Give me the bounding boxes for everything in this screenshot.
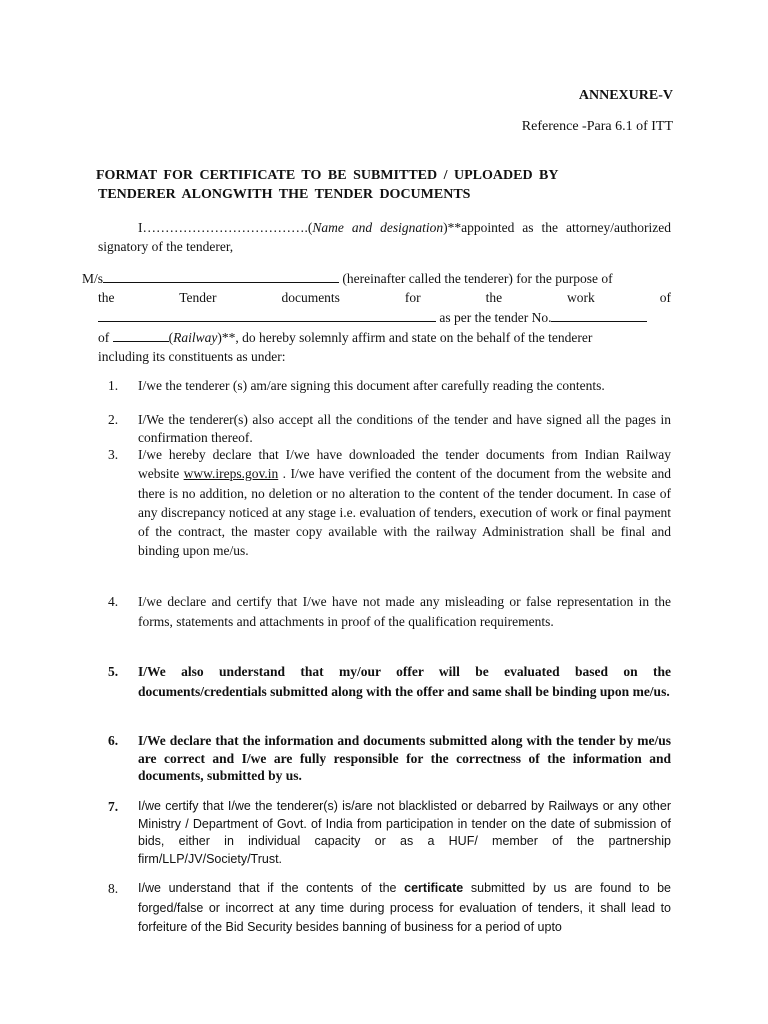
- item-text: I/we the tenderer (s) am/are signing this document after carefully reading the contents.: [138, 378, 605, 393]
- railway-label: Railway: [173, 330, 218, 345]
- ms-after-blank: (hereinafter called the tenderer) for the purpose of: [339, 271, 613, 286]
- item-text-a: I/we understand that if the contents of the: [138, 881, 405, 895]
- intro-end: )**appointed as the attorney/authorized signatory of the tenderer,: [98, 220, 671, 254]
- title-line-1: FORMAT FOR CERTIFICATE TO BE SUBMITTED / UPLOADED BY: [96, 168, 559, 183]
- annexure-label: ANNEXURE-V: [578, 88, 673, 103]
- ms-as-per: as per the tender No.: [436, 310, 552, 325]
- item-number: 5.: [108, 664, 119, 679]
- intro-start: I……………………………….(: [138, 220, 313, 235]
- intro-name-designation: Name and designation: [312, 220, 444, 235]
- document-title: [96, 166, 671, 204]
- item-number: 6.: [108, 733, 119, 748]
- item-number: 4.: [108, 594, 119, 609]
- item-text: I/We also understand that my/our offer will be evaluated based on the documents/credentials submitted along with the offer and same shall be binding upon me/us.: [138, 664, 671, 699]
- ms-prefix: M/s: [82, 271, 104, 286]
- item-text: I/we declare and certify that I/we have not made any misleading or false representation in the forms, statements and attachments in proof of the qualification requirements.: [138, 594, 671, 629]
- item-number: 2.: [108, 412, 119, 427]
- item-number: 3.: [108, 447, 119, 462]
- tenderer-paragraph: [82, 268, 671, 366]
- work-name-blank: [98, 307, 436, 322]
- intro-paragraph: [98, 218, 671, 256]
- ms-of: of: [98, 330, 113, 345]
- ms-line-5: including its constituents as under:: [98, 349, 286, 364]
- item-text-b: . I/we have verified the content of the document from the website and there is no addition, no deletion or no alteration to the content of the tender document. In case of any discrepancy noticed at any stage i.e. evaluation of tenders, execution of work or final payment of the contract, the master copy available with the railway Administration shall be final and binding upon me/us.: [138, 466, 671, 559]
- item-text: [138, 445, 671, 561]
- item-text-a: I/we hereby declare that I/we have downloaded the tender documents from Indian Railway website: [138, 447, 671, 482]
- item-number: 1.: [108, 378, 119, 393]
- item-text: I/We declare that the information and documents submitted along with the tender by me/us are correct and I/we are fully responsible for the correctness of the information and documents, submitted by us.: [138, 733, 671, 783]
- reference-label: Reference -Para 6.1 of ITT: [521, 119, 673, 134]
- ms-line-4: [82, 327, 671, 347]
- title-line-2: TENDERER ALONGWITH THE TENDER DOCUMENTS: [98, 187, 471, 202]
- certificate-bold-text: certificate: [404, 881, 464, 895]
- railway-open: (: [168, 330, 174, 345]
- item-text: I/we certify that I/we the tenderer(s) is/are not blacklisted or debarred by Railways or any other Ministry / Department of Govt. of India from participation in tender on the date of submission of bids, either in individual capacity or as a HUF/ member of the partnership firm/LLP/JV/Society/Trust.: [138, 799, 671, 866]
- item-text-b: submitted by us are found to be forged/false or incorrect at any time during process for evaluation of tenders, it shall lead to forfeiture of the Bid Security besides banning of business for a period of upto: [138, 881, 671, 934]
- tender-no-blank: [551, 307, 647, 322]
- ms-line-3: [82, 307, 671, 327]
- ms-line-2: the Tender documents for the work of: [98, 290, 671, 305]
- railway-blank: [113, 327, 169, 342]
- tenderer-name-blank: [103, 268, 339, 283]
- item-text: [138, 879, 671, 938]
- item-number: 7.: [108, 799, 119, 814]
- item-text: I/We the tenderer(s) also accept all the conditions of the tender and have signed all the pages in confirmation thereof.: [138, 412, 671, 445]
- ms-railway-close: )**, do hereby solemnly affirm and state on the behalf of the tenderer: [217, 330, 593, 345]
- ireps-website-link[interactable]: www.ireps.gov.in: [183, 466, 279, 482]
- item-number: 8.: [108, 881, 119, 896]
